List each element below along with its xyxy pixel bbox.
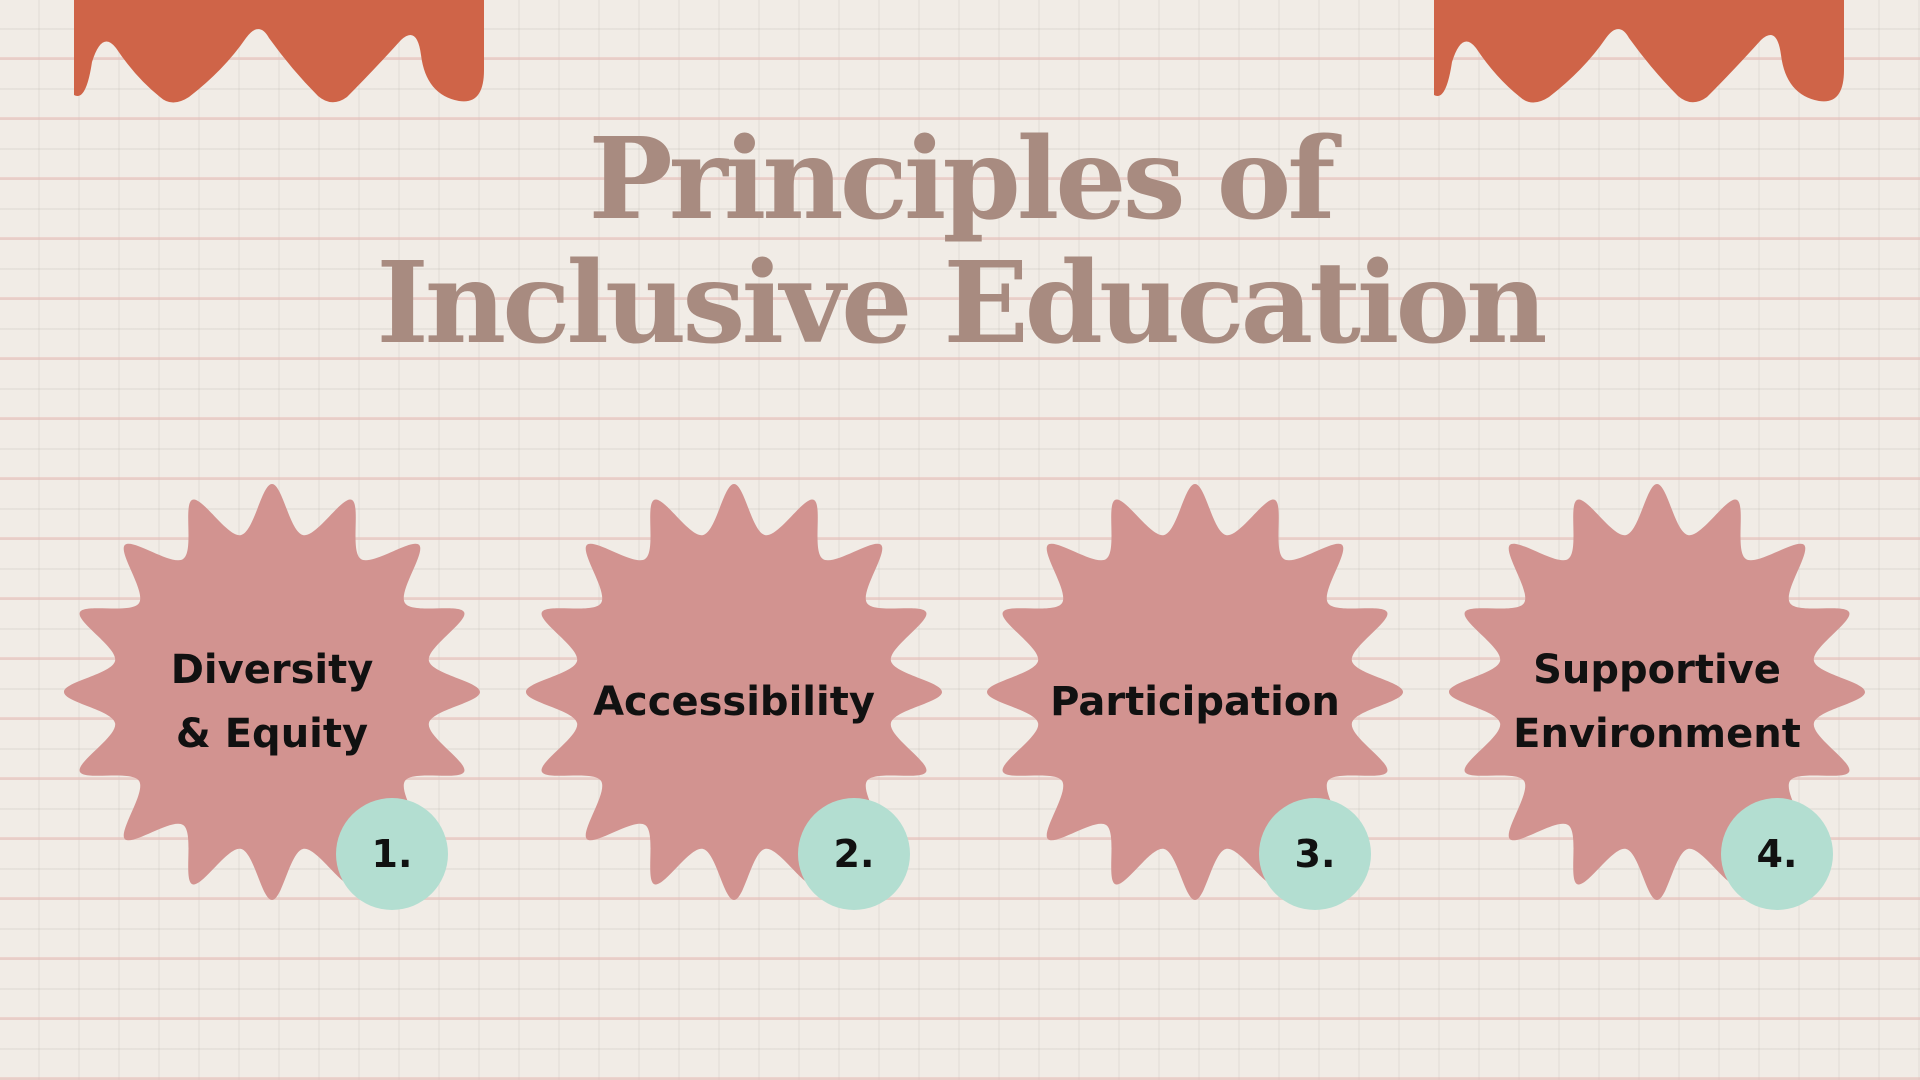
principle-number-badge: 1.	[336, 798, 448, 910]
page-title	[0, 114, 1920, 369]
title-line-2: Inclusive Education	[376, 238, 1544, 369]
title-line-1: Principles of	[588, 114, 1332, 245]
principle-label	[1045, 647, 1345, 757]
principle-label	[584, 647, 884, 757]
corner-blob-left	[74, 0, 484, 105]
principle-card-2	[524, 482, 944, 912]
principle-number-badge: 3.	[1259, 798, 1371, 910]
principle-number-badge: 2.	[798, 798, 910, 910]
principle-label-text: Supportive Environment	[1513, 647, 1801, 757]
principle-label-text: Accessibility	[593, 679, 875, 725]
principle-card-3	[985, 482, 1405, 912]
corner-blob-right	[1434, 0, 1844, 105]
principle-label	[122, 647, 422, 757]
principle-label-text: Participation	[1050, 679, 1340, 725]
principle-card-4	[1447, 482, 1867, 912]
principle-card-1	[62, 482, 482, 912]
principle-label	[1507, 647, 1807, 757]
principle-number-badge: 4.	[1721, 798, 1833, 910]
principle-label-text: Diversity & Equity	[170, 647, 374, 757]
